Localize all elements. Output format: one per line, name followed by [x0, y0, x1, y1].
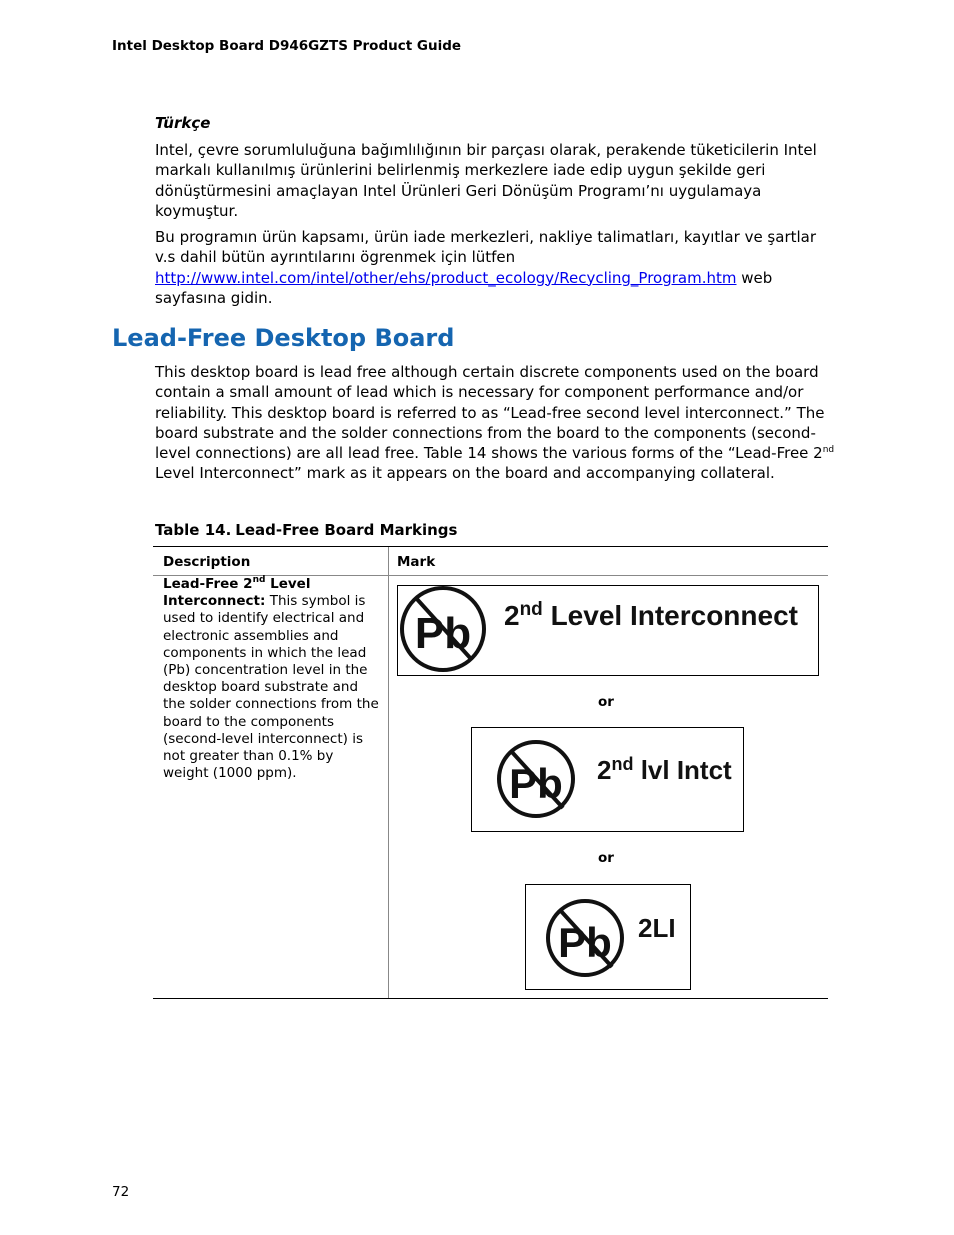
column-header-mark: Mark	[397, 554, 436, 570]
mark3-label: 2LI	[638, 913, 676, 943]
turkish-paragraph-1: Intel, çevre sorumluluğuna bağımlılığının bir parçası olarak, perakende tüketicilerin Intel markalı kullanılmış ürünlerini belirlenmiş merkezlere iade edip uygun şekilde geri dönüştürmesini amaçlayan Intel Ürünleri Geri Dönüşüm Programı’nı uygulamaya koymuştur.	[155, 141, 817, 220]
page-number: 72	[112, 1184, 130, 1200]
superscript: nd	[822, 445, 835, 456]
table-top-rule	[153, 546, 828, 547]
table-bottom-rule	[153, 998, 828, 999]
pb-symbol: Pb	[509, 760, 563, 807]
lead-free-paragraph	[155, 362, 835, 484]
lead-free-text: This desktop board is lead free although certain discrete components used on the board contain a small amount of lead which is necessary for component performance and/or reliability. This desktop board is referred to as “Lead-free second level interconnect.” The board substrate and the solder connections from the board to the components (second-level connections) are all lead free. Table 14 shows the various forms of the “Lead-Free 2	[155, 363, 825, 463]
section-heading: Lead-Free Desktop Board	[112, 324, 455, 352]
pb-free-logo-short	[472, 728, 742, 830]
table-number: Table 14.	[155, 521, 232, 539]
mark-short-lvl-intct	[471, 727, 744, 832]
turkish-p2-tail: web sayfasına gidin.	[155, 268, 773, 307]
or-separator-1: or	[598, 694, 614, 710]
turkish-paragraph-2	[155, 227, 840, 308]
pb-symbol: Pb	[558, 919, 612, 966]
table-column-divider	[388, 547, 389, 998]
lead-free-text-tail: Level Interconnect” mark as it appears on the board and accompanying collateral.	[155, 464, 775, 483]
mark2-label: 2nd lvl Intct	[597, 754, 732, 785]
pb-free-logo-full	[398, 586, 817, 674]
description-bold-tail: Level Interconnect:	[163, 576, 311, 610]
description-text: This symbol is used to identify electrical and electronic assemblies and components in which the lead (Pb) concentration level in the desktop board substrate and the solder connections from the board to the components (second-level interconnect) is not greater than 0.1% by weight (1000 ppm).	[163, 593, 379, 782]
no-lead-icon	[499, 742, 573, 816]
mark1-label: 2nd Level Interconnect	[504, 599, 798, 631]
table-title: Lead-Free Board Markings	[235, 521, 458, 539]
mark-2li	[525, 884, 691, 990]
column-header-description: Description	[163, 554, 251, 570]
turkish-p2-text: Bu programın ürün kapsamı, ürün iade merkezleri, nakliye talimatları, kayıtlar ve şartlar v.s dahil bütün ayrıntılarını ögrenmek için lütfen	[155, 228, 817, 267]
turkish-section-title: Türkçe	[155, 114, 211, 132]
running-header: Intel Desktop Board D946GZTS Product Guide	[112, 38, 462, 54]
no-lead-icon	[402, 588, 484, 670]
no-lead-icon	[548, 901, 622, 975]
mark-full-level-interconnect	[397, 585, 819, 676]
or-separator-2: or	[598, 850, 614, 866]
recycling-program-link[interactable]: http://www.intel.com/intel/other/ehs/product_ecology/Recycling_Program.htm	[155, 268, 737, 287]
table-caption	[155, 521, 457, 539]
description-bold-text: Lead-Free 2	[163, 576, 253, 592]
pb-symbol: Pb	[414, 609, 472, 658]
description-cell	[163, 576, 381, 782]
superscript: nd	[252, 575, 266, 585]
pb-free-logo-2li	[526, 885, 689, 988]
